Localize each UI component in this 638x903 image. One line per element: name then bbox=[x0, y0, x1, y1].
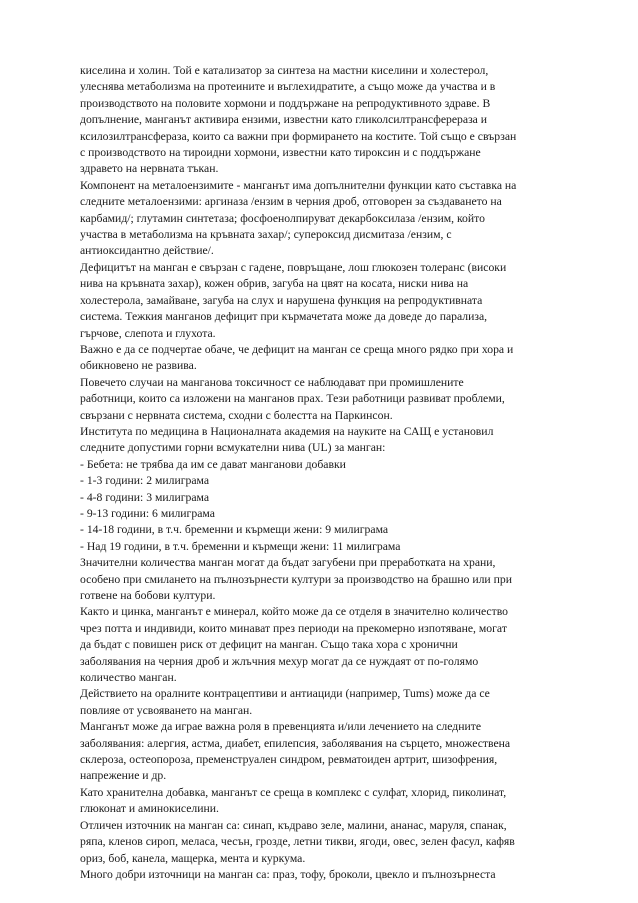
text-line: карбамид/; глутамин синтетаза; фосфоенолпируват декарбоксилаза /ензим, който bbox=[80, 211, 485, 225]
text-line: Като хранителна добавка, манганът се среща в комплекс с сулфат, хлорид, пиколинат, bbox=[80, 785, 507, 799]
text-line: заболявания на черния дроб и жлъчния мехур могат да се нуждаят от по-голямо bbox=[80, 654, 479, 668]
text-line: повлияе от усвояването на манган. bbox=[80, 703, 253, 717]
text-line: свързани с нервната система, сходни с болестта на Паркинсон. bbox=[80, 408, 393, 422]
text-line: здравето на нервната тъкан. bbox=[80, 162, 219, 176]
text-line: Компонент на металоензимите - манганът има допълнителни функции като съставка на bbox=[80, 178, 517, 192]
text-line: Значителни количества манган могат да бъдат загубени при преработката на храни, bbox=[80, 556, 496, 570]
text-line: нива на кръвната захар), кожен обрив, загуба на цвят на косата, ниски нива на bbox=[80, 277, 469, 291]
text-line: напрежение и др. bbox=[80, 769, 167, 783]
text-line: особено при смилането на пълнозърнести култури за производство на брашно или при bbox=[80, 572, 512, 586]
text-line: Много добри източници на манган са: праз, тофу, броколи, цвекло и пълнозърнеста bbox=[80, 867, 496, 881]
text-line: улеснява метаболизма на протеините и въглехидратите, а също може да участва и в bbox=[80, 80, 496, 94]
text-line: - Над 19 години, в т.ч. бременни и кърмещи жени: 11 милиграма bbox=[80, 539, 401, 553]
text-line: работници, които са изложени на манганов прах. Тези работници развиват проблеми, bbox=[80, 392, 505, 406]
text-line: система. Тежкия манганов дефицит при кърмачетата може да доведе до парализа, bbox=[80, 310, 488, 324]
text-line: Отличен източник на манган са: синап, къдраво зеле, малини, ананас, маруля, спанак, bbox=[80, 818, 507, 832]
text-line: - Бебета: не трябва да им се дават манганови добавки bbox=[80, 457, 346, 471]
text-line: Института по медицина в Националната академия на науките на САЩ е установил bbox=[80, 424, 494, 438]
text-line: чрез потта и индивиди, които минават през периоди на прекомерно изпотяване, могат bbox=[80, 621, 507, 635]
document-body bbox=[80, 63, 564, 883]
text-line: с производството на тироидни хормони, известни като тироксин и с поддържане bbox=[80, 146, 481, 160]
text-line: склероза, остеопороза, пременструален синдром, ревматоиден артрит, шизофрения, bbox=[80, 753, 498, 767]
text-line: допълнение, манганът активира ензими, известни като гликолсилтрансферераза и bbox=[80, 113, 488, 127]
text-line: глюконат и аминокиселини. bbox=[80, 802, 219, 816]
text-line: холестерола, замайване, загуба на слух и нарушена функция на репродуктивната bbox=[80, 293, 483, 307]
text-line: производството на половите хормони и поддържане на репродуктивното здраве. В bbox=[80, 96, 491, 110]
text-line: количество манган. bbox=[80, 671, 177, 685]
text-line: ориз, боб, канела, мащерка, мента и куркума. bbox=[80, 851, 306, 865]
text-line: - 4-8 години: 3 милиграма bbox=[80, 490, 210, 504]
text-line: заболявания: алергия, астма, диабет, епилепсия, заболявания на сърцето, множествена bbox=[80, 736, 511, 750]
text-line: готвене на бобови култури. bbox=[80, 589, 216, 602]
text-line: участва в метаболизма на кръвната захар/; супероксид дисмитаза /ензим, с bbox=[80, 228, 452, 242]
text-line: обикновено не развива. bbox=[80, 359, 197, 373]
text-line: ряпа, кленов сироп, меласа, чесън, грозде, летни тикви, ягоди, овес, зелен фасул, кафяв bbox=[80, 835, 515, 849]
text-line: - 14-18 години, в т.ч. бременни и кърмещи жени: 9 милиграма bbox=[80, 523, 389, 537]
text-line: ксилозилтрансфераза, които са важни при формирането на костите. Той също е свързан bbox=[80, 129, 517, 143]
text-line: Дефицитът на манган е свързан с гадене, повръщане, лош глюкозен толеранс (високи bbox=[80, 260, 507, 274]
text-line: гърчове, слепота и глухота. bbox=[80, 326, 216, 340]
text-line: Действието на оралните контрацептиви и антиациди (например, Tums) може да се bbox=[80, 687, 490, 701]
text-line: Важно е да се подчертае обаче, че дефицит на манган се среща много рядко при хора и bbox=[80, 342, 514, 356]
text-line: киселина и холин. Той е катализатор за синтеза на мастни киселини и холестерол, bbox=[80, 64, 489, 77]
text-line: следните допустими горни всмукателни нива (UL) за манган: bbox=[80, 441, 386, 455]
text-line: Повечето случаи на манганова токсичност се наблюдават при промишлените bbox=[80, 375, 464, 389]
text-line: Манганът може да играе важна роля в превенцията и/или лечението на следните bbox=[80, 720, 482, 734]
text-line: да бъдат с повишен риск от дефицит на манган. Също така хора с хронични bbox=[80, 638, 458, 652]
text-line: следните металоензими: аргиназа /ензим в черния дроб, отговорен за създаването на bbox=[80, 195, 502, 209]
text-line: Както и цинка, манганът е минерал, който може да се отделя в значително количество bbox=[80, 605, 509, 619]
text-line: - 1-3 години: 2 милиграма bbox=[80, 474, 210, 488]
text-line: - 9-13 години: 6 милиграма bbox=[80, 506, 215, 520]
text-line: антиоксидантно действие/. bbox=[80, 244, 214, 258]
